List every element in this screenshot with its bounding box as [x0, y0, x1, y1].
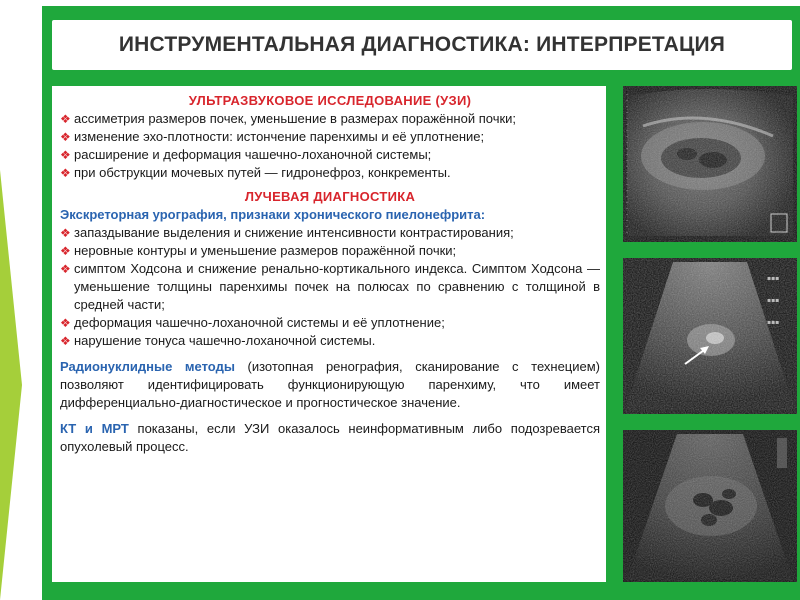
radionuclide-paragraph: [60, 358, 600, 412]
diamond-bullet-icon: ❖: [60, 244, 71, 258]
content-panel: [52, 86, 606, 582]
svg-text:▪▪▪: ▪▪▪: [767, 297, 780, 304]
luch-item: ❖ нарушение тонуса чашечно-лоханочной системы.: [60, 333, 376, 348]
luch-item: ❖ запаздывание выделения и снижение интенсивности контрастирования;: [60, 225, 514, 240]
luch-item: ❖ деформация чашечно-лоханочной системы и её уплотнение;: [60, 315, 445, 330]
slide-title: ИНСТРУМЕНТАЛЬНАЯ ДИАГНОСТИКА: ИНТЕРПРЕТАЦИЯ: [118, 33, 726, 56]
title-banner: [52, 20, 792, 70]
diamond-bullet-icon: ❖: [60, 166, 71, 180]
diamond-bullet-icon: ❖: [60, 130, 71, 144]
kt-mrt-highlight: КТ и МРТ: [60, 421, 129, 436]
luch-item: ❖ неровные контуры и уменьшение размеров поражённой почки;: [60, 243, 457, 258]
radionuclide-text: (изотопная ренография, сканирование с технецием) позволяют идентифицировать функционирующую паренхиму, что имеет дифференциально-диагностическое и прогностическое значение.: [60, 359, 600, 410]
luch-item: ❖ симптом Ходсона и снижение ренально-кортикального индекса. Симптом Ходсона — уменьшение толщины паренхимы почек на полюсах по сравнению с толщиной в средней части;: [60, 261, 600, 312]
kt-mrt-paragraph: [60, 420, 600, 456]
diamond-bullet-icon: ❖: [60, 262, 71, 276]
uzi-heading: УЛЬТРАЗВУКОВОЕ ИССЛЕДОВАНИЕ (УЗИ): [188, 93, 472, 108]
diamond-bullet-icon: ❖: [60, 334, 71, 348]
svg-text:▪▪▪: ▪▪▪: [767, 275, 780, 282]
diamond-bullet-icon: ❖: [60, 226, 71, 240]
diamond-bullet-icon: ❖: [60, 148, 71, 162]
decorative-left-triangle: [0, 170, 22, 600]
uzi-item: ❖ ассиметрия размеров почек, уменьшение в размерах поражённой почки;: [60, 111, 517, 126]
ultrasound-image-1: [623, 86, 797, 242]
diamond-bullet-icon: ❖: [60, 316, 71, 330]
ultrasound-scan-1: [623, 86, 797, 242]
ultrasound-image-3: [623, 430, 797, 582]
slide: [42, 6, 800, 600]
uzi-item: ❖ расширение и деформация чашечно-лоханочной системы;: [60, 147, 432, 162]
diamond-bullet-icon: ❖: [60, 112, 71, 126]
uzi-item: ❖ изменение эхо-плотности: истончение паренхимы и её уплотнение;: [60, 129, 485, 144]
svg-text:▪▪▪: ▪▪▪: [767, 319, 780, 326]
luch-heading: ЛУЧЕВАЯ ДИАГНОСТИКА: [244, 189, 416, 204]
ultrasound-scan-2: [623, 258, 797, 414]
urography-subheading: Экскреторная урография, признаки хронического пиелонефрита:: [60, 207, 486, 222]
uzi-item: ❖ при обструкции мочевых путей — гидронефроз, конкременты.: [60, 165, 451, 180]
ultrasound-image-2: [623, 258, 797, 414]
radionuclide-highlight: Радионуклидные методы: [60, 359, 235, 374]
ultrasound-scan-3: [623, 430, 797, 582]
kt-mrt-text: показаны, если УЗИ оказалось неинформативным либо подозревается опухолевый процесс.: [60, 421, 600, 454]
